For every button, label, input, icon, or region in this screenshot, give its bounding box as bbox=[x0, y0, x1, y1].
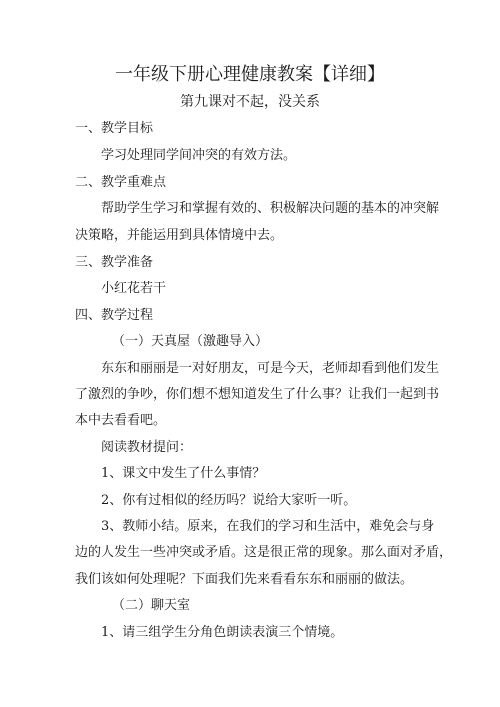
process-paragraph-1-line-1: 东东和丽丽是一对好朋友，可是今天，老师却看到他们发生 bbox=[101, 361, 440, 376]
key-points-text-line-1: 帮助学生学习和掌握有效的、积极解决问题的基本的冲突解 bbox=[101, 201, 440, 216]
preparation-text: 小红花若干 bbox=[101, 281, 167, 296]
lesson-subtitle: 第九课对不起，没关系 bbox=[180, 94, 320, 110]
process-paragraph-1-line-3: 本中去看看吧。 bbox=[75, 413, 167, 428]
process-paragraph-1-line-2: 了激烈的争吵，你们想不想知道发生了什么事？让我们一起到书 bbox=[75, 387, 440, 402]
subsection-heading-1: （一）天真屋（激趣导入） bbox=[112, 334, 269, 349]
section-heading-process: 四、教学过程 bbox=[75, 308, 154, 323]
subsection-heading-2: （二）聊天室 bbox=[112, 598, 191, 613]
process-paragraph-3: 1、请三组学生分角色朗读表演三个情境。 bbox=[101, 625, 344, 640]
question-1: 1、课文中发生了什么事情？ bbox=[101, 466, 266, 481]
process-paragraph-2: 阅读教材提问： bbox=[101, 440, 193, 455]
summary-line-2: 边的人发生一些冲突或矛盾。这是很正常的现象。那么面对矛盾， bbox=[75, 545, 453, 560]
summary-line-3: 我们该如何处理呢？下面我们先来看看东东和丽丽的做法。 bbox=[75, 572, 414, 587]
section-heading-key-points: 二、教学重难点 bbox=[75, 175, 167, 190]
key-points-text-line-2: 决策略，并能运用到具体情境中去。 bbox=[75, 228, 284, 243]
document-title: 一年级下册心理健康教案【详细】 bbox=[115, 64, 385, 85]
summary-line-1: 3、教师小结。原来，在我们的学习和生活中，难免会与身 bbox=[101, 519, 435, 534]
section-heading-preparation: 三、教学准备 bbox=[75, 255, 154, 270]
objectives-text: 学习处理同学间冲突的有效方法。 bbox=[101, 148, 297, 163]
section-heading-objectives: 一、教学目标 bbox=[75, 121, 154, 136]
question-2: 2、你有过相似的经历吗？说给大家听一听。 bbox=[101, 493, 357, 508]
